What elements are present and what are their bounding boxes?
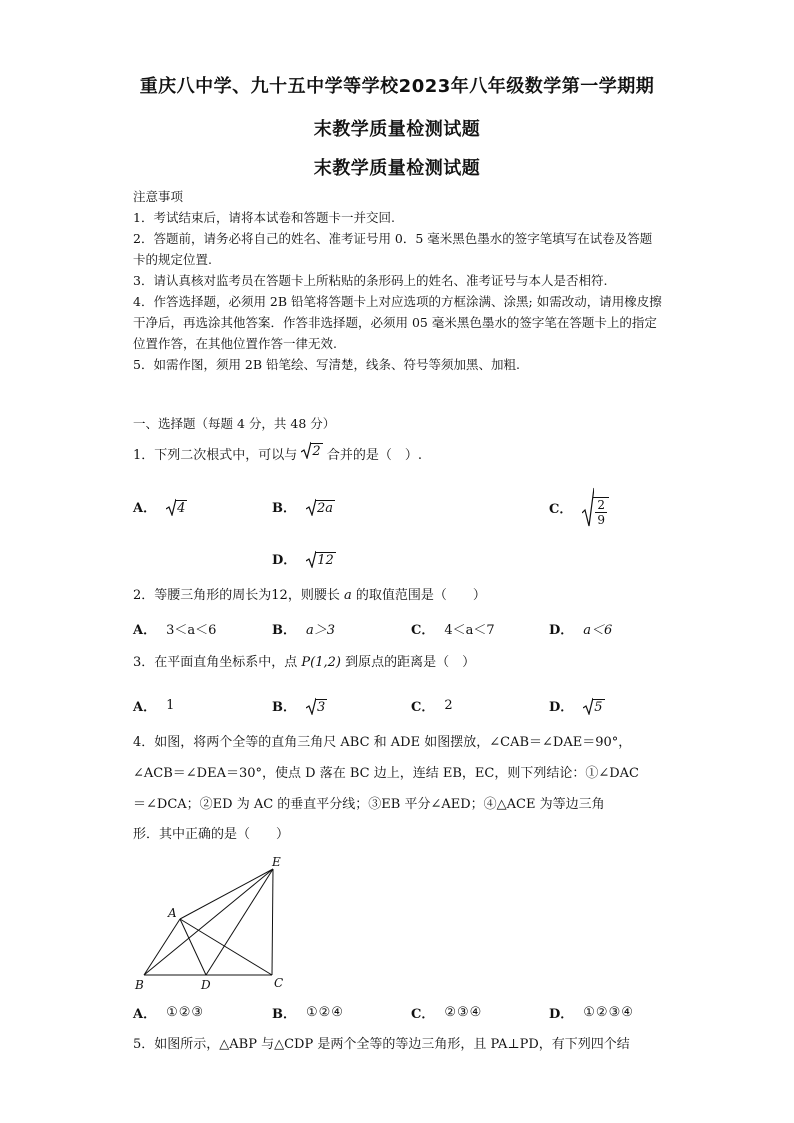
q4-option-a-text: ①②③ — [166, 1005, 205, 1020]
segment-AB — [144, 919, 180, 975]
q3-option-b[interactable] — [272, 696, 327, 715]
q4-geometry-figure — [130, 855, 290, 995]
question-3-stem — [133, 648, 663, 678]
q2-option-d-text: a＜6 — [583, 623, 613, 638]
q3-option-b-radicand: 3 — [317, 699, 326, 715]
segment-AE — [180, 869, 273, 919]
notes-heading: 注意事项 — [133, 189, 184, 204]
q1-stem-radicand: 2 — [312, 444, 321, 459]
segment-AC — [180, 919, 272, 975]
q4-option-b[interactable] — [272, 1003, 344, 1022]
q1-option-c-radical — [582, 487, 609, 527]
q1-option-d-radicand: 12 — [317, 552, 334, 568]
q1-option-c[interactable] — [549, 487, 609, 527]
q2-option-a[interactable] — [133, 619, 216, 638]
q1-option-c-label: C． — [549, 501, 573, 517]
q1-option-b[interactable] — [272, 497, 335, 516]
exam-title-line3: 末教学质量检测试题 — [313, 158, 481, 179]
note-item-1: 1．考试结束后，请将本试卷和答题卡一并交回. — [133, 210, 395, 225]
label-B: B — [135, 978, 144, 992]
q2-option-c-text: 4＜a＜7 — [444, 623, 495, 638]
question-4-line2: ∠ACB＝∠DEA＝30°，使点 D 落在 BC 边上，连结 EB，EC，则下列结论：①∠DAC — [133, 766, 639, 781]
q3-option-c-label: C． — [411, 700, 435, 715]
q2-stem-post: 的取值范围是（ ） — [355, 588, 486, 603]
q1-stem-radical — [301, 441, 322, 459]
q2-option-a-label: A． — [133, 623, 157, 638]
label-E: E — [272, 855, 281, 869]
question-1-stem — [133, 441, 663, 471]
note-item-3: 3．请认真核对监考员在答题卡上所粘贴的条形码上的姓名、准考证号与本人是否相符. — [133, 273, 608, 288]
question-5-line1: 5．如图所示，△ABP 与△CDP 是两个全等的等边三角形，且 PA⊥PD，有下列四个结 — [133, 1037, 630, 1052]
q1-stem-pre: 1．下列二次根式中，可以与 — [133, 448, 298, 463]
q3-option-a-text: 1 — [166, 698, 175, 713]
q2-option-d[interactable] — [549, 619, 612, 638]
note-item-5: 5．如需作图，须用 2B 铅笔绘、写清楚，线条、符号等须加黑、加粗. — [133, 357, 521, 372]
q1-stem-post: 合并的是（ ）. — [326, 448, 422, 463]
q3-option-b-radical — [306, 697, 327, 715]
q3-point: P(1,2) — [301, 655, 341, 670]
section-heading: 一、选择题（每题 4 分，共 48 分） — [133, 416, 336, 431]
q2-option-b-label: B． — [272, 623, 296, 638]
q1-option-d-radical — [306, 550, 336, 568]
q3-option-c[interactable] — [411, 696, 453, 715]
q3-option-c-text: 2 — [444, 698, 453, 713]
question-4-line1: 4．如图，将两个全等的直角三角尺 ABC 和 ADE 如图摆放，∠CAB＝∠DAE＝90°， — [133, 735, 632, 750]
q2-option-d-label: D． — [549, 623, 574, 638]
q1-option-c-fraction — [593, 497, 609, 527]
q3-stem-pre: 3．在平面直角坐标系中，点 — [133, 655, 298, 670]
q3-option-d[interactable] — [549, 696, 605, 715]
q2-option-b[interactable] — [272, 619, 335, 638]
q1-option-a-radical — [166, 498, 187, 516]
q3-option-d-radicand: 5 — [594, 699, 603, 715]
label-D: D — [201, 978, 211, 992]
q1-option-a-label: A． — [133, 501, 157, 516]
q1-option-a-radicand: 4 — [177, 500, 186, 516]
q4-option-c-text: ②③④ — [444, 1005, 483, 1020]
q3-option-d-radical — [583, 697, 604, 715]
q2-option-b-text: a＞3 — [306, 623, 336, 638]
exam-title-line1: 重庆八中学、九十五中学等学校2023年八年级数学第一学期期 — [139, 76, 655, 97]
q1-option-c-numerator: 2 — [597, 498, 605, 512]
q4-option-c[interactable] — [411, 1003, 482, 1022]
label-C: C — [274, 976, 284, 990]
q4-option-a[interactable] — [133, 1003, 204, 1022]
q3-option-b-label: B． — [272, 700, 296, 715]
q4-option-b-text: ①②④ — [306, 1005, 344, 1020]
q4-option-c-label: C． — [411, 1007, 435, 1022]
q2-option-a-text: 3＜a＜6 — [166, 623, 217, 638]
q1-option-b-radicand: 2a — [317, 500, 334, 516]
q2-option-c[interactable] — [411, 619, 495, 638]
q4-option-d-label: D． — [549, 1007, 574, 1022]
q4-option-d[interactable] — [549, 1003, 634, 1022]
q1-option-a[interactable] — [133, 497, 187, 516]
question-2-stem — [133, 581, 663, 611]
notes-block — [133, 186, 663, 375]
q2-option-c-label: C． — [411, 623, 435, 638]
q4-option-a-label: A． — [133, 1007, 157, 1022]
segment-EB — [144, 869, 273, 975]
q2-stem-pre: 2．等腰三角形的周长为12，则腰长 — [133, 588, 340, 603]
q2-stem-var: a — [343, 588, 352, 603]
q3-option-a[interactable] — [133, 696, 174, 715]
q3-option-a-label: A． — [133, 700, 157, 715]
q1-option-d-label: D． — [272, 553, 297, 568]
exam-title-line2: 末教学质量检测试题 — [313, 119, 481, 140]
segment-EC — [272, 869, 273, 975]
q4-option-b-label: B． — [272, 1007, 296, 1022]
q1-option-b-radical — [306, 498, 335, 516]
question-4-line3: ＝∠DCA；②ED 为 AC 的垂直平分线；③EB 平分∠AED；④△ACE 为等边三角 — [133, 797, 605, 812]
q4-option-d-text: ①②③④ — [583, 1005, 634, 1020]
note-item-4: 4．作答选择题，必须用 2B 铅笔将答题卡上对应选项的方框涂满、涂黑; 如需改动，请用橡皮擦干净后，再选涂其他答案．作答非选择题，必须用 05 毫米黑色墨水的签字笔在答题卡上的指定位置作答，在其他位置作答一律无效. — [133, 294, 662, 351]
question-4-line4: 形．其中正确的是（ ） — [133, 827, 290, 842]
label-A: A — [168, 906, 177, 920]
segment-DE — [206, 869, 273, 975]
q1-option-d[interactable] — [272, 549, 336, 568]
note-item-2: 2．答题前，请务必将自己的姓名、准考证号用 0．5 毫米黑色墨水的签字笔填写在试卷及答题卡的规定位置. — [133, 231, 653, 267]
q3-stem-post: 到原点的距离是（ ） — [345, 655, 476, 670]
q3-option-d-label: D． — [549, 700, 574, 715]
q1-option-c-denominator: 9 — [597, 513, 605, 527]
q1-option-b-label: B． — [272, 501, 296, 516]
